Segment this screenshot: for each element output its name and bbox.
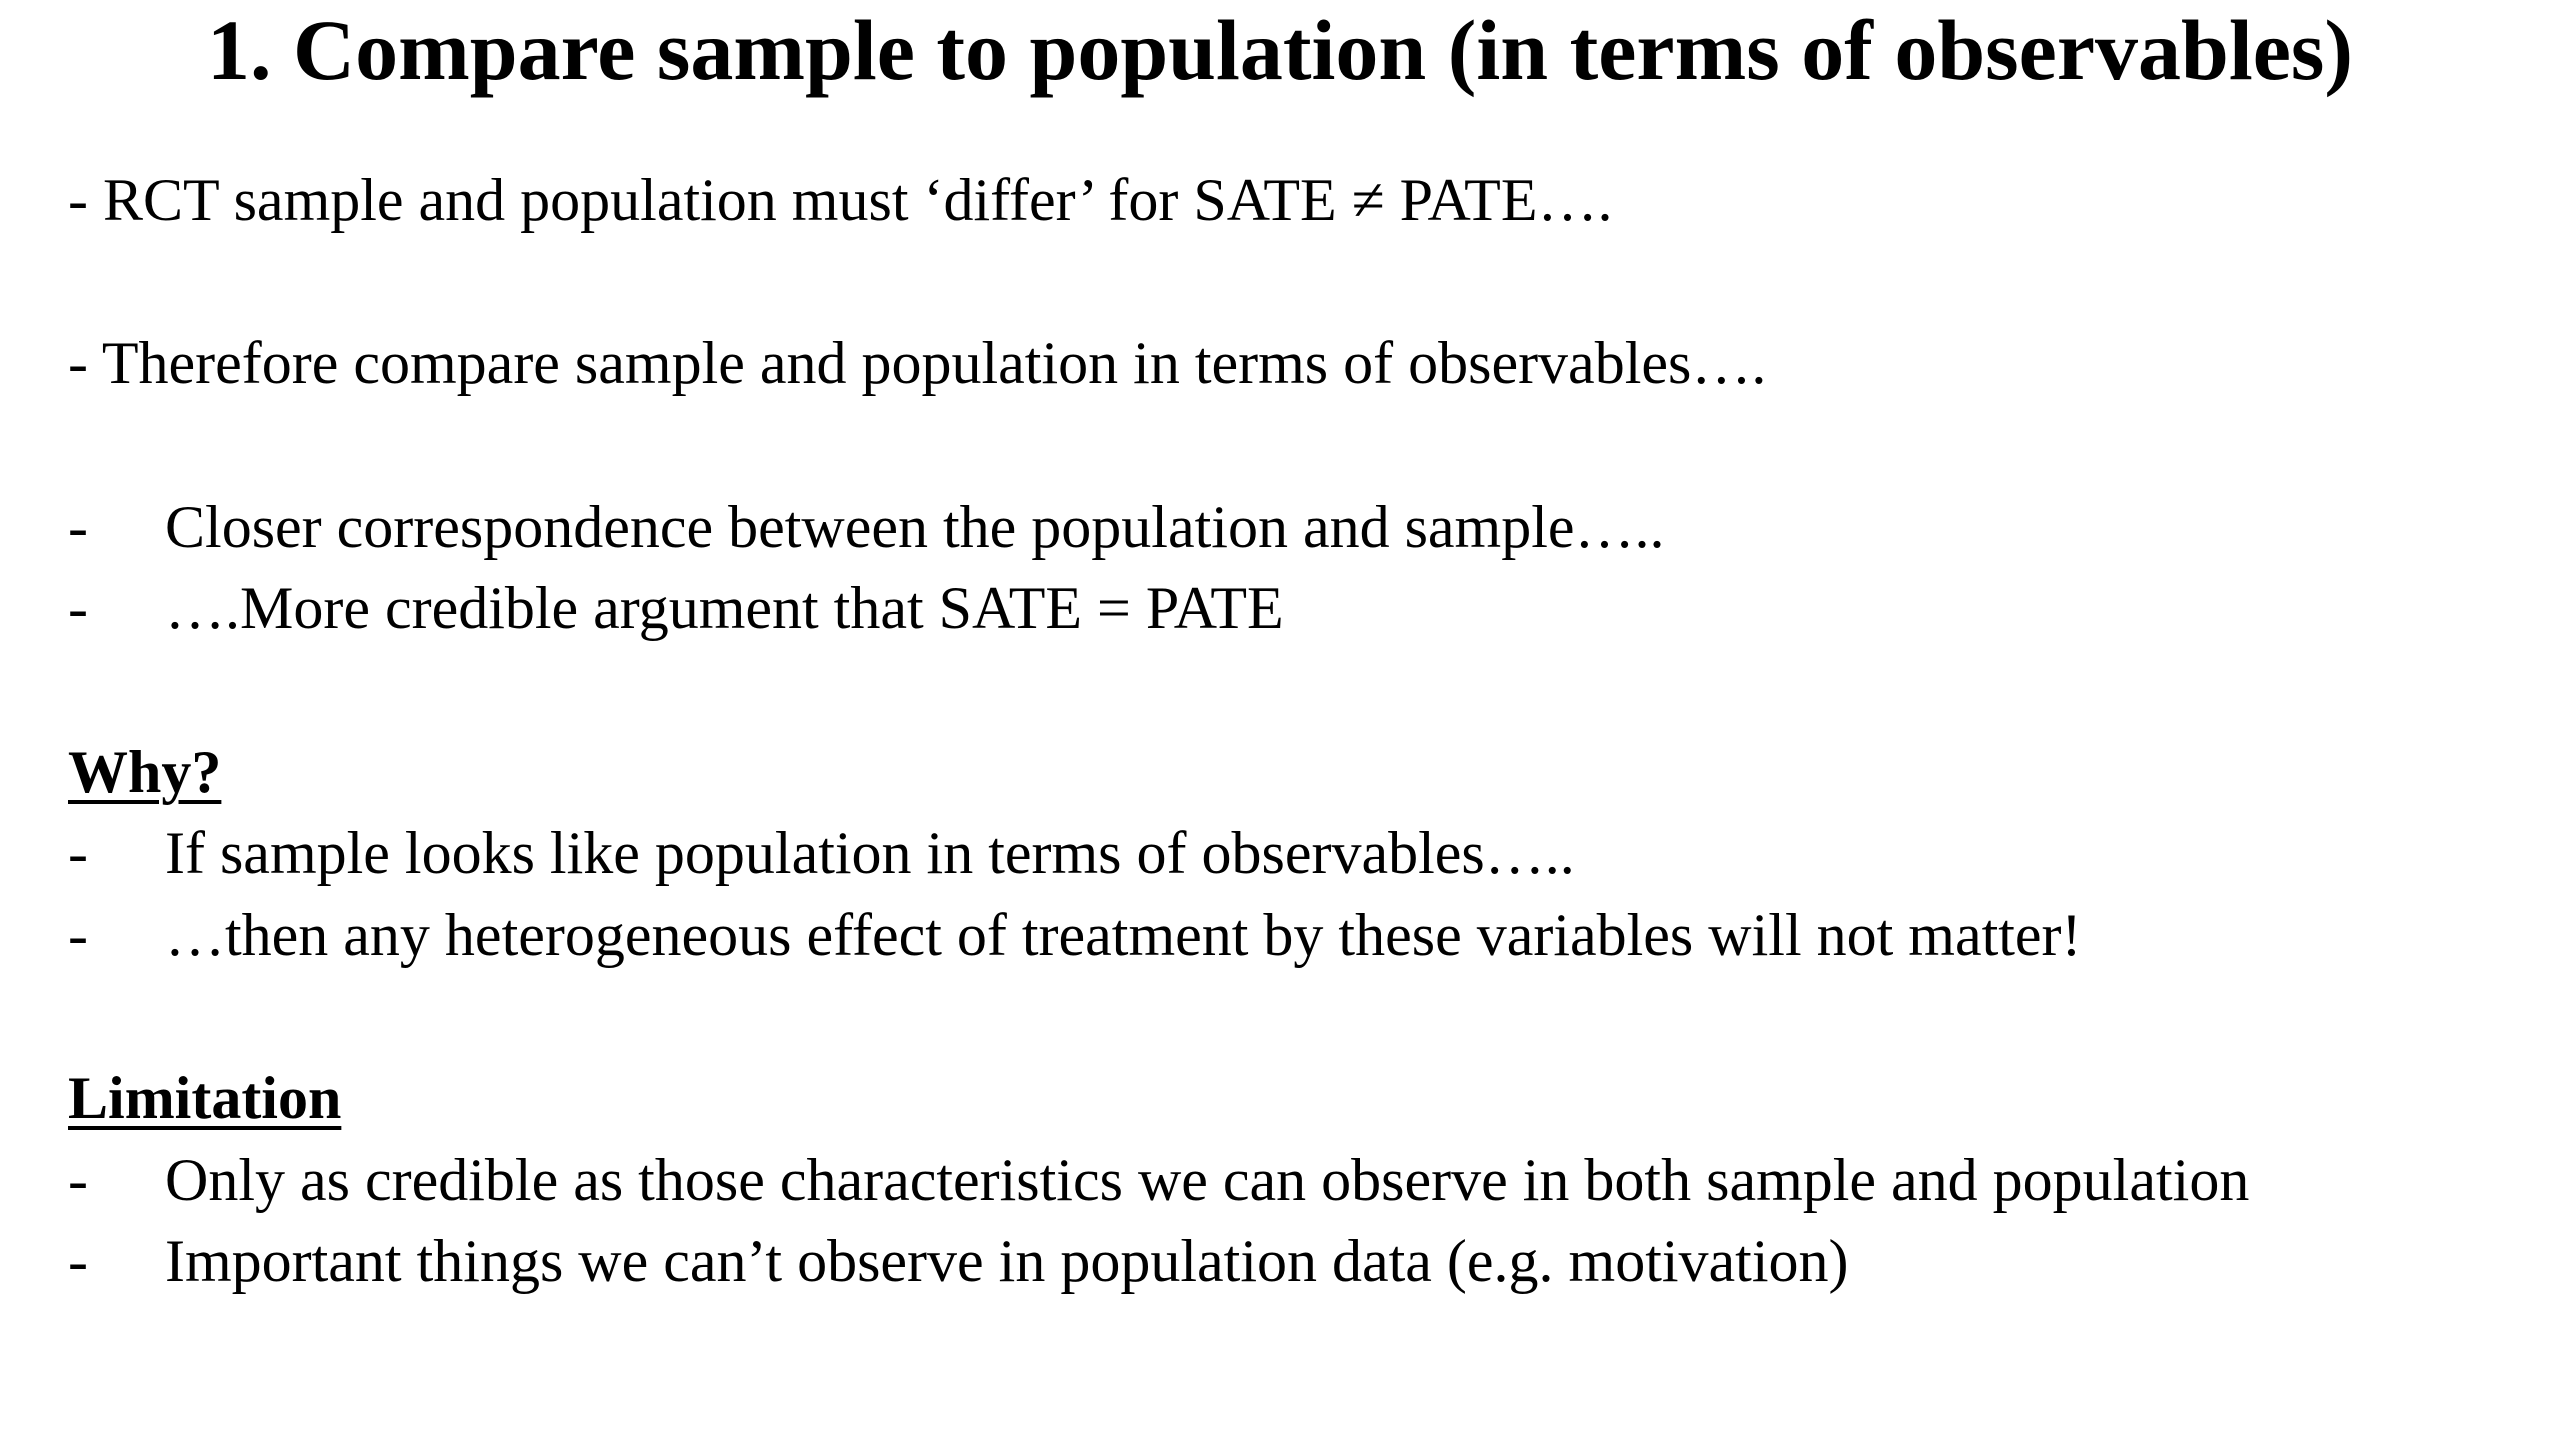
slide-title: 1. Compare sample to population (in terms of observables) [207, 2, 2353, 98]
limitation-item-1: Only as credible as those characteristics we can observe in both sample and population [165, 1147, 2250, 1213]
intro-line-2: - Therefore compare sample and population in terms of observables…. [68, 330, 1767, 396]
bullet-dash: - [68, 820, 88, 886]
bullet-dash: - [68, 1147, 88, 1213]
bullet-dash: - [68, 494, 88, 560]
why-item-2: …then any heterogeneous effect of treatment by these variables will not matter! [165, 902, 2082, 968]
why-heading: Why? [68, 739, 222, 805]
why-item-1: If sample looks like population in terms of observables….. [165, 820, 1575, 886]
bullet-dash: - [68, 1228, 88, 1294]
bullet-dash: - [68, 902, 88, 968]
limitation-heading: Limitation [68, 1065, 342, 1131]
bullet-dash: - [68, 575, 88, 641]
point-item-2: ….More credible argument that SATE = PATE [165, 575, 1284, 641]
point-item-1: Closer correspondence between the population and sample….. [165, 494, 1665, 560]
limitation-item-2: Important things we can’t observe in population data (e.g. motivation) [165, 1228, 1849, 1294]
intro-line-1: - RCT sample and population must ‘differ’ for SATE ≠ PATE…. [68, 167, 1613, 233]
